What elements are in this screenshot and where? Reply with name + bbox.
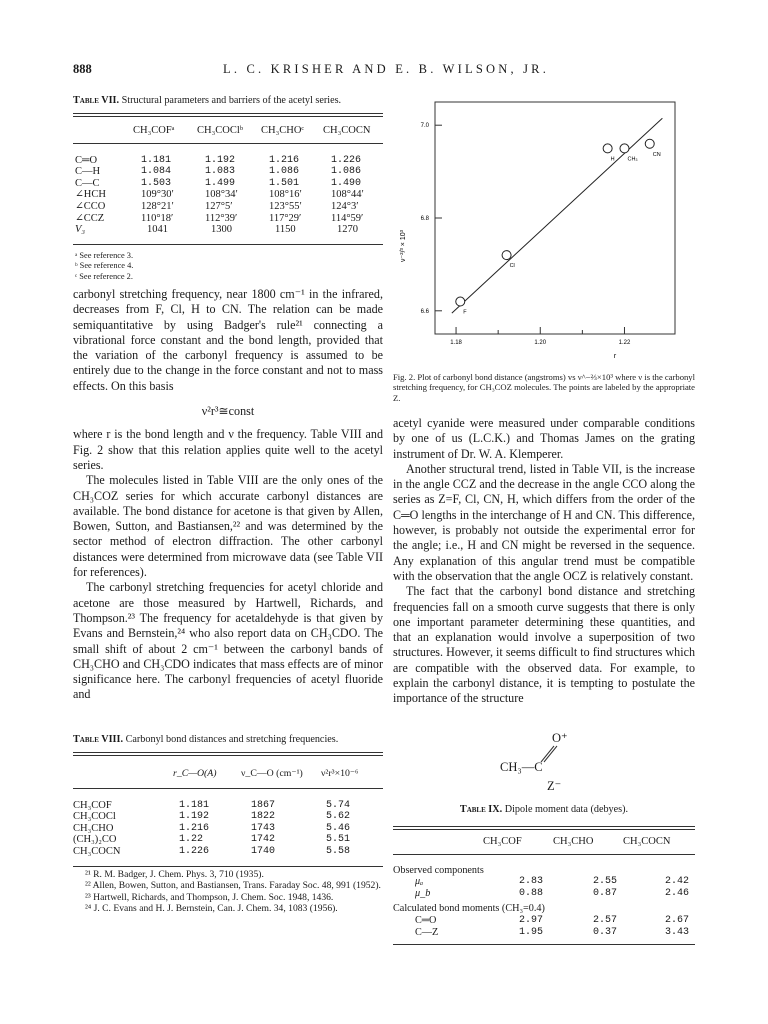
fit-line-segment [452,118,663,313]
table-ix-col: CH₃CHO [553,836,594,847]
footnote: ᶜ See reference 2. [75,271,133,281]
reference: ²³ Hartwell, Richards, and Thompson, J. Chem. Soc. 1948, 1436. [85,891,334,903]
table-row: CH₃COF 1.181 1867 5.74 [73,799,351,811]
paragraph: The fact that the carbonyl bond distance and stretching frequencies fall on a smooth curve suggests that there is only one important parameter determining these quantities, and that an explanation would involve a superposition of two structures. However, it seems difficult to find structures which are compatible with the observed data. For example, to explain the carbonyl distance, it is tempting to postulate the importance of the structure [393,584,695,706]
footnote: ᵃ See reference 3. [75,250,134,260]
point-label: CH₃ [627,156,638,163]
fit-line [452,118,663,313]
table-ix-caption [393,804,695,816]
table-vii-col: CH₃COCN [323,125,371,136]
table-viii-col: ν_C—O (cm⁻¹) [241,768,303,779]
table-vii-caption [73,95,383,107]
paragraph: where r is the bond length and ν the frequency. Table VIII and Fig. 2 show that this relation applies quite well to the acetyl series. [73,427,383,472]
table-ix-label: Table IX. [459,804,503,815]
table-viii-header-row [73,768,358,780]
table-ix-col: CH₃COF [483,836,522,847]
paragraph: The molecules listed in Table VIII are the only ones of the CH₃COZ series for which accurate carbonyl distances are available. The bond distance for acetone is that given by Allen, Bowen, Sutton, and Bastiansen,²² and was determined by the sector method of electron diffraction. The other carbonyl distances were determined from microwave data (see Table VII for references). [73,473,383,580]
table-viii-header-rule [73,788,383,789]
table-viii-bottom-rule [73,866,383,867]
table-vii-grid [75,125,370,137]
data-point [603,144,612,153]
table-viii-caption-text: Carbonyl bond distances and stretching frequencies. [125,734,339,745]
table-vii-body [75,155,364,236]
reference: ²¹ R. M. Badger, J. Chem. Phys. 3, 710 (1935). [85,869,264,880]
table-ix-header-rule [393,854,695,855]
table-vii-col: CH₃COFᵃ [133,125,175,136]
left-body-text [73,287,383,703]
point-label: CN [652,151,661,158]
point-label: F [463,309,467,316]
paragraph: carbonyl stretching frequency, near 1800 cm⁻¹ in the infrared, decreases from F, Cl, H to CN. The relation can be made semiquantitative by using Badger's rule²¹ connecting a vibrational force constant and the bond length, provided that the variation of the carbonyl frequency is assumed to be entirely due to the change in the force constant and not to mass effects. On this basis [73,287,383,393]
table-viii-body [73,800,350,858]
table-ix-bottom-rule [393,944,695,945]
point-label: H [610,156,615,163]
y-tick-label: 7.0 [420,123,429,130]
table-row: ∠HCH 109°30′ 108°34′ 108°16′ 108°44′ [75,189,364,201]
table-vii-col: CH₃COClᵇ [197,125,244,136]
table-group-row: Observed components [393,864,484,876]
equation: ν²r³≅const [201,404,255,419]
x-tick-label: 1.22 [618,340,631,346]
table-viii-label: Table VIII. [73,734,124,745]
table-row: C═O 1.181 1.192 1.216 1.226 [75,154,362,166]
data-points [456,139,661,315]
structure-ch3c: CH₃—C [500,760,543,774]
table-row: μ_b 0.88 0.87 2.46 [415,887,690,899]
table-vii-header-row [75,125,370,137]
y-axis-label: ν⁻²/³ × 10³ [400,230,407,262]
reference: ²² Allen, Bowen, Sutton, and Bastiansen, Trans. Faraday Soc. 48, 991 (1952). [85,880,381,892]
table-vii-top-rule [73,113,383,117]
table-row: C—H 1.084 1.083 1.086 1.086 [75,166,362,178]
table-group-row: Calculated bond moments (CH₃=0.4) [393,903,545,915]
figure-2-plot [393,96,695,366]
x-tick-label: 1.18 [450,340,462,346]
data-point [502,251,511,260]
table-row: C—C 1.503 1.499 1.501 1.490 [75,177,362,189]
figure-2-caption: Fig. 2. Plot of carbonyl bond distance (angstroms) vs ν^−⅔×10³ where ν is the carbonyl stretching frequency, for CH₃COZ molecules. The points are labeled by the appropriate Z. [393,372,695,403]
data-point [645,139,654,148]
figure-2 [393,96,695,366]
structure-z: Z⁻ [547,779,562,793]
table-row: CH₃CHO 1.216 1743 5.46 [73,822,351,834]
point-label: Cl [509,263,515,270]
paragraph: The carbonyl stretching frequencies for acetyl chloride and acetone are those measured by Hartwell, Richards, and Thompson.²³ The frequency for acetaldehyde is that given by Evans and Bernstein,²⁴ who also report data on CH₃CDO. The small shift of about 2 cm⁻¹ between the carbonyl bands of CH₃CHO and CH₃CDO indicates that mass effects are of minor significance here. The carbonyl frequencies of acetyl fluoride and [73,580,383,702]
table-viii [73,734,383,867]
table-row: C—Z 1.95 0.37 3.43 [415,926,690,938]
table-ix-caption-text: Dipole moment data (debyes). [504,804,629,815]
table-row: (CH₃)₂CO 1.22 1742 5.51 [73,834,351,846]
table-row: μₐ 2.83 2.55 2.42 [415,876,690,888]
table-row: CH₃COCN 1.226 1740 5.58 [73,845,351,857]
table-ix-header [393,836,695,848]
page-header [73,62,695,80]
table-ix-col: CH₃COCN [623,836,671,847]
footnote: ᵇ See reference 4. [75,261,134,271]
table-viii-col: r_C—O(A) [173,768,217,779]
table-viii-col: ν²r³×10⁻⁶ [321,768,359,779]
table-row: ∠CCZ 110°18′ 112°39′ 117°29′ 114°59′ [75,212,364,224]
table-ix-top-rule [393,826,695,830]
table-ix-body [393,865,695,939]
reference: ²⁴ J. C. Evans and H. J. Bernstein, Can. J. Chem. 34, 1083 (1956). [85,903,338,915]
structure-oxygen: O⁺ [552,731,568,745]
table-ix [393,804,695,945]
paragraph: Another structural trend, listed in Table VII, is the increase in the angle CCZ and the decrease in the angle CCO along the series as Z=F, Cl, CN, H, which differs from the order of the C═O lengths in the interchange of H and CN. This difference, however, is probably not outside the experimental error for the angle; i.e., H and CN might be reversed in the sequence. Any explanation of this angular trend must be compatible with the observation that the angle OCZ is relatively constant. [393,461,695,583]
table-vii-col: CH₃CHOᶜ [261,125,305,136]
table-row: C═O 2.97 2.57 2.67 [415,914,690,926]
page-number: 888 [73,62,92,76]
table-vii [73,95,383,282]
table-row: CH₃COCl 1.192 1822 5.62 [73,811,351,823]
table-viii-caption [73,734,383,746]
x-axis-label: r [613,353,617,360]
table-viii-header [73,768,358,780]
x-tick-label: 1.20 [534,340,547,346]
table-vii-caption-text: Structural parameters and barriers of the acetyl series. [121,95,342,106]
table-vii-bottom-rule [73,244,383,245]
table-vii-header-rule [73,143,383,144]
references [73,869,383,915]
table-vii-footnotes [73,251,383,282]
paragraph: acetyl cyanide were measured under comparable conditions by one of us (L.C.K.) and Thomas James on the grating instrument of Dr. W. A. Klemperer. [393,416,695,461]
right-body-text [393,416,695,707]
data-point [620,144,629,153]
table-row: V₃ 1041 1300 1150 1270 [75,224,358,236]
running-head: L. C. KRISHER AND E. B. WILSON, JR. [223,62,550,76]
table-row: ∠CCO 128°21′ 127°5′ 123°55′ 124°3′ [75,200,359,212]
chemical-structure [500,730,620,796]
table-viii-top-rule [73,752,383,756]
data-point [456,297,465,306]
y-tick-label: 6.6 [420,308,429,315]
table-ix-header-row [393,836,695,848]
y-tick-label: 6.8 [420,216,429,222]
table-vii-label: Table VII. [73,95,120,106]
